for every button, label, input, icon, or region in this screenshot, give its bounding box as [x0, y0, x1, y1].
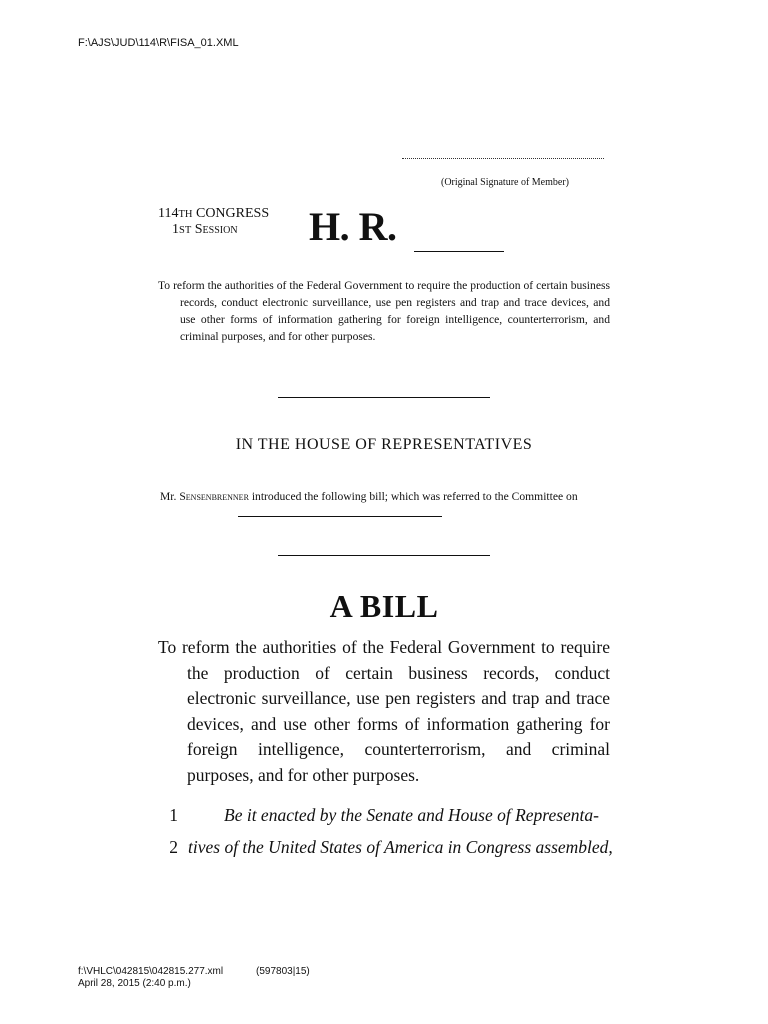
enacting-clause-line — [158, 837, 613, 863]
introduction-text: introduced the following bill; which was referred to the Committee on — [251, 490, 578, 503]
line-number: 1 — [169, 805, 178, 825]
enacting-clause-text: tives of the United States of America in Congress assembled, — [188, 837, 613, 857]
enacting-clause-line — [158, 805, 610, 831]
bill-number-blank — [414, 251, 504, 252]
session-number: 1 — [172, 222, 179, 237]
session-suffix: ST — [179, 225, 192, 236]
session-word: Session — [194, 222, 238, 237]
long-title-text: To reform the authorities of the Federal Government to require the production of certain business records, conduct electronic surveillance, use pen registers and trap and trace devices, and use other forms of information gathering for foreign intelligence, counterterrorism, and criminal purposes, and for other purposes. — [158, 637, 610, 785]
signature-line — [402, 158, 604, 159]
sponsor-title: Mr. — [160, 490, 177, 503]
session-line — [158, 222, 269, 238]
bill-heading: A BILL — [329, 588, 439, 624]
bill-number-prefix: H. R. — [309, 204, 397, 249]
congress-number: 114 — [158, 206, 179, 221]
congress-line — [158, 206, 269, 222]
document-footer — [78, 966, 310, 990]
introduction-statement — [158, 488, 610, 522]
chamber-heading: IN THE HOUSE OF REPRESENTATIVES — [235, 436, 533, 453]
summary-text: To reform the authorities of the Federal Government to require the production of certain business records, conduct electronic surveillance, use pen registers and trap and trace devices, and use other forms of information gathering for foreign intelligence, counterterrorism, and criminal purposes, and for other purposes. — [158, 279, 610, 343]
signature-label: (Original Signature of Member) — [440, 177, 570, 188]
line-number: 2 — [169, 837, 178, 857]
enacting-clause-text: Be it enacted by the Senate and House of Representa- — [224, 805, 599, 825]
footer-file-path: f:\VHLC\042815\042815.277.xml — [78, 966, 224, 977]
congress-word: CONGRESS — [195, 206, 270, 221]
congress-session-block — [158, 206, 269, 238]
footer-date: April 28, 2015 (2:40 p.m.) — [78, 978, 191, 989]
divider-rule — [278, 397, 490, 398]
committee-blank — [238, 506, 442, 517]
bill-summary — [158, 277, 610, 345]
divider-rule — [278, 555, 490, 556]
sponsor-name: Sensenbrenner — [179, 490, 249, 503]
congress-suffix: TH — [178, 209, 193, 220]
file-path-header: F:\AJS\JUD\114\R\FISA_01.XML — [78, 37, 239, 49]
long-title — [158, 635, 610, 788]
footer-doc-id: (597803|15) — [256, 966, 310, 977]
